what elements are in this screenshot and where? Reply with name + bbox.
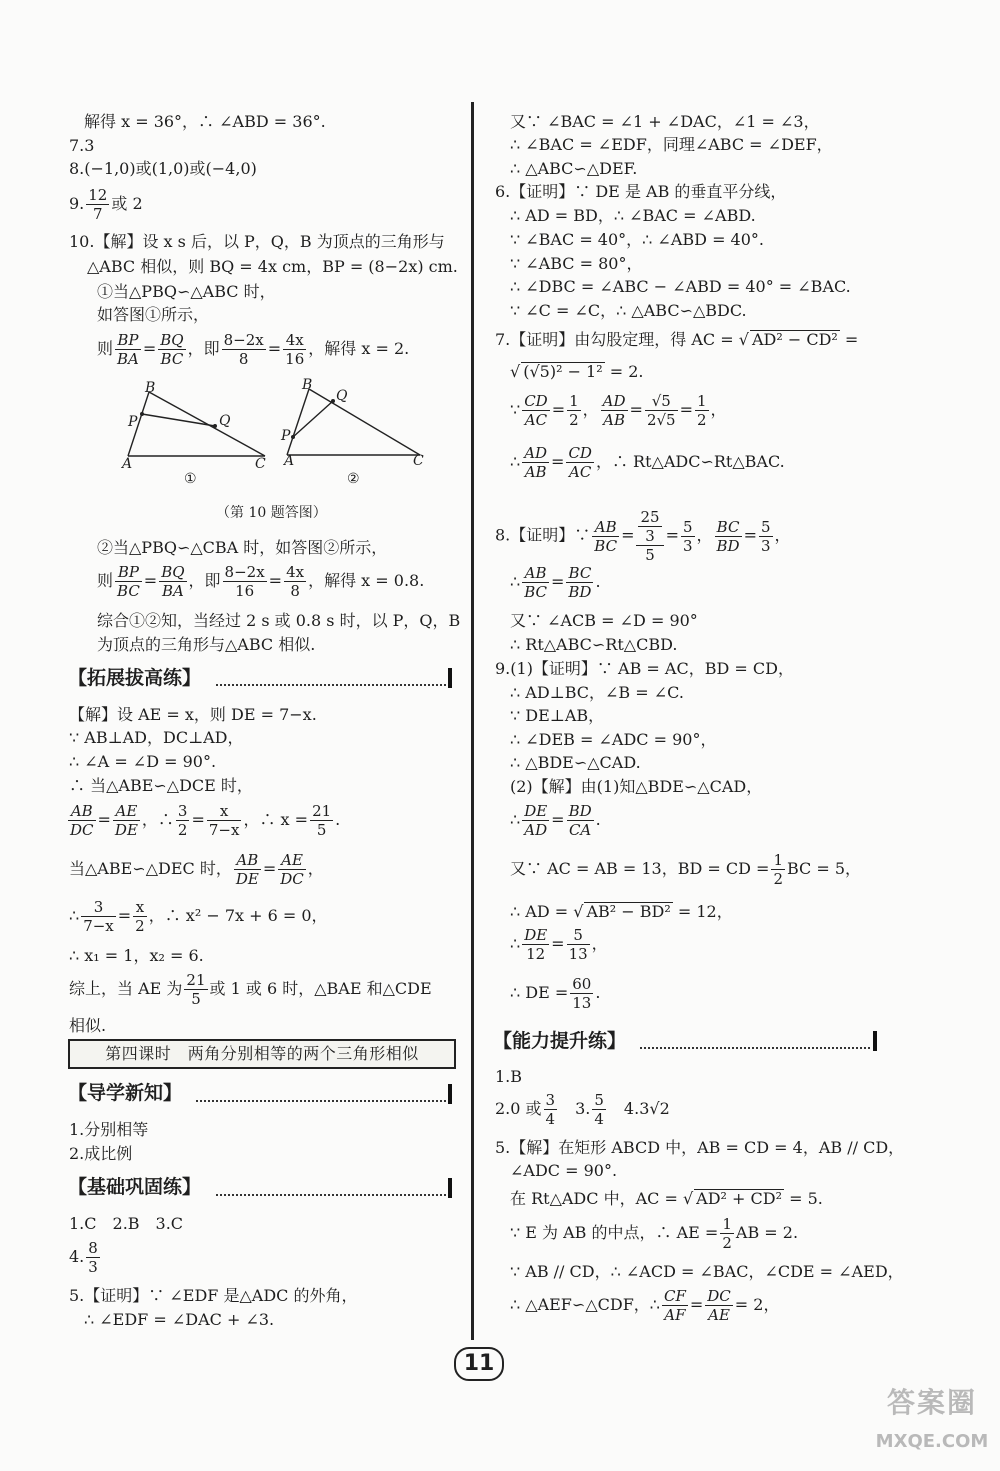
solution-9-2-line-3: 又∵ AC = AB = 13，BD = CD = $\frac{1}{2}$ BC = 5，: [510, 851, 862, 888]
problem-10-conclusion-1: 综合①②知，当经过 2 s 或 0.8 s 时，以 P，Q，B: [97, 611, 461, 630]
fig2-label-q: Q: [336, 388, 348, 404]
text-line: 解得 x = 36°，∴ ∠ABD = 36°.: [84, 112, 326, 131]
proof-7-line-3: ∵ $\frac{CD}{AC}$ = $\frac{1}{2}$ ， $\frac{AD}{AB}$ = $\frac{√5}{2√5}$ = $\frac{1}{2}$ ，: [510, 392, 727, 429]
section-heading-guide: 【导学新知】: [68, 1082, 183, 1104]
problem-10-equation-2: 则 $\frac{BP}{BC}$ = $\frac{BQ}{BA}$ ，即 $\frac{8-2x}{16}$ = $\frac{4x}{8}$ ，解得 x = 0.8.: [97, 563, 425, 600]
solution-9-2-line-5: ∴ $\frac{DE}{12}$ = $\frac{5}{13}$ ，: [510, 926, 608, 963]
ability-answers-2-4: 2.0 或 $\frac{3}{4}$ 3. $\frac{5}{4}$ 4.3√2: [495, 1091, 670, 1128]
proof-6-line-1: 6.【证明】∵ DE 是 AB 的垂直平分线，: [495, 182, 787, 201]
fig1-label-q: Q: [219, 413, 231, 429]
answer-9: 9. $\frac{12}{7}$ 或 2: [69, 186, 143, 223]
problem-10-equation-1: 则 $\frac{BP}{BA}$ = $\frac{BQ}{BC}$ ，即 $\frac{8-2x}{8}$ = $\frac{4x}{16}$ ，解得 x = 2.: [97, 331, 410, 368]
proof-9-line-2: ∴ AD⊥BC，∠B = ∠C.: [510, 683, 684, 702]
extend-line-10: 相似.: [69, 1016, 107, 1035]
watermark-logo: [868, 1378, 996, 1468]
text-line: ∴ ∠BAC = ∠EDF，同理∠ABC = ∠DEF，: [510, 135, 833, 154]
fig1-label-c: C: [255, 456, 266, 472]
problem-10-conclusion-2: 为顶点的三角形与△ABC 相似.: [97, 635, 316, 654]
fig1-number: ①: [184, 471, 197, 487]
ability-solution-5-line-3: 在 Rt△ADC 中，AC = √ AD² + CD² = 5.: [510, 1189, 823, 1208]
proof-8-line-3: 又∵ ∠ACB = ∠D = 90°: [510, 611, 698, 630]
proof-7-line-2: √ (√5)² − 1² = 2.: [510, 362, 644, 381]
proof-6-line-5: ∴ ∠DBC = ∠ABC − ∠ABD = 40° = ∠BAC.: [510, 277, 851, 296]
extend-line-5: $\frac{AB}{DC}$ = $\frac{AE}{DE}$ ，∴ $\frac{3}{2}$ = $\frac{x}{7-x}$ ，∴ x = $\frac{21}{5}$ .: [70, 802, 341, 839]
solution-9-2-line-6: ∴ DE = $\frac{60}{13}$ .: [510, 975, 601, 1012]
extend-line-8: ∴ x₁ = 1，x₂ = 6.: [69, 946, 204, 965]
proof-7-line-4: ∴ $\frac{AD}{AB}$ = $\frac{CD}{AC}$ ，∴ Rt△ADC∽Rt△BAC.: [510, 444, 785, 481]
figure-2: [275, 375, 435, 475]
extend-line-7: ∴ $\frac{3}{7-x}$ = $\frac{x}{2}$ ，∴ x² − 7x + 6 = 0，: [69, 898, 328, 935]
basic-answer-4: 4. $\frac{8}{3}$: [69, 1239, 98, 1276]
answer-8: 8.(−1,0)或(1,0)或(−4,0): [69, 159, 257, 178]
answer-7: 7.3: [69, 136, 95, 155]
ability-answer-1: 1.B: [495, 1067, 523, 1086]
proof-6-line-6: ∵ ∠C = ∠C，∴ △ABC∽△BDC.: [510, 301, 747, 320]
extend-line-4: ∴ 当△ABE∽△DCE 时，: [69, 776, 253, 795]
guide-answer-1: 1.分别相等: [69, 1120, 149, 1139]
extend-line-9: 综上，当 AE 为 $\frac{21}{5}$ 或 1 或 6 时，△BAE 和△CDE: [69, 971, 432, 1008]
proof-6-line-2: ∴ AD = BD，∴ ∠BAC = ∠ABD.: [510, 206, 756, 225]
fig2-label-p: P: [281, 428, 291, 444]
lesson-title: 第四课时 两角分别相等的两个三角形相似: [68, 1039, 456, 1069]
ability-solution-5-line-4: ∵ E 为 AB 的中点，∴ AE = $\frac{1}{2}$ AB = 2.: [510, 1215, 799, 1252]
heading-dots: [196, 1100, 446, 1102]
basic-answer-5-line-1: 5.【证明】∵ ∠EDF 是△ADC 的外角，: [69, 1286, 358, 1305]
text-line: ∴ △ABC∽△DEF.: [510, 159, 638, 178]
problem-10-case-1: ①当△PBQ∽△ABC 时，: [97, 282, 276, 301]
extend-line-2: ∵ AB⊥AD，DC⊥AD，: [69, 728, 244, 747]
problem-10-line-1: 10.【解】设 x s 后，以 P，Q，B 为顶点的三角形与: [69, 232, 445, 251]
section-heading-extend: 【拓展拔高练】: [68, 667, 202, 689]
proof-7-line-1: 7.【证明】由勾股定理，得 AC = √ AD² − CD² =: [495, 330, 859, 349]
text-line: 又∵ ∠BAC = ∠1 + ∠DAC，∠1 = ∠3，: [510, 112, 820, 131]
fig2-number: ②: [347, 471, 360, 487]
watermark-top: 答案圈: [886, 1386, 977, 1419]
fig1-label-p: P: [128, 414, 138, 430]
heading-end-bar: [448, 1084, 452, 1104]
heading-dots: [216, 1194, 446, 1196]
heading-end-bar: [448, 668, 452, 688]
fig2-label-a: A: [284, 453, 295, 469]
ability-solution-5-line-5: ∵ AB // CD，∴ ∠ACD = ∠BAC，∠CDE = ∠AED，: [510, 1262, 904, 1281]
basic-answers-1-3: 1.C 2.B 3.C: [69, 1214, 184, 1233]
figure-caption: （第 10 题答图）: [216, 505, 327, 521]
page-number: 11: [454, 1347, 504, 1381]
fraction: $\frac{12}{7}$: [88, 186, 108, 223]
section-heading-ability: 【能力提升练】: [493, 1030, 627, 1052]
column-divider: [471, 102, 474, 1340]
proof-8-line-1: 8.【证明】∵ $\frac{AB}{BC}$ = $\frac{\frac{25}{3}}{5}$ = $\frac{5}{3}$ ， $\frac{BC}{BD}$ = $\frac{5}{3}$ ，: [495, 508, 791, 564]
proof-6-line-4: ∵ ∠ABC = 80°，: [510, 254, 643, 273]
heading-dots: [216, 684, 446, 686]
proof-9-line-5: ∴ △BDE∽△CAD.: [510, 753, 641, 772]
ability-solution-5-line-6: ∴ △AEF∽△CDF，∴ $\frac{CF}{AF}$ = $\frac{DC}{AE}$ = 2，: [510, 1287, 780, 1324]
ability-solution-5-line-1: 5.【解】在矩形 ABCD 中，AB = CD = 4，AB // CD，: [495, 1138, 905, 1157]
ability-solution-5-line-2: ∠ADC = 90°.: [510, 1161, 618, 1180]
proof-8-line-4: ∴ Rt△ABC∽Rt△CBD.: [510, 635, 678, 654]
heading-dots: [640, 1047, 870, 1049]
proof-9-line-1: 9.(1)【证明】∵ AB = AC，BD = CD，: [495, 659, 794, 678]
fig1-label-b: B: [145, 380, 156, 396]
basic-answer-5-line-2: ∴ ∠EDF = ∠DAC + ∠3.: [84, 1310, 275, 1329]
fig1-label-a: A: [122, 456, 133, 472]
solution-9-2-line-4: ∴ AD = √ AB² − BD² = 12，: [510, 902, 733, 921]
fig2-label-b: B: [302, 377, 313, 393]
watermark-bottom: MXQE.COM: [875, 1431, 989, 1452]
guide-answer-2: 2.成比例: [69, 1144, 133, 1163]
solution-9-2-line-1: (2)【解】由(1)知△BDE∽△CAD，: [510, 777, 763, 796]
extend-line-3: ∴ ∠A = ∠D = 90°.: [69, 752, 217, 771]
proof-8-line-2: ∴ $\frac{AB}{BC}$ = $\frac{BC}{BD}$ .: [510, 564, 601, 601]
proof-9-line-3: ∵ DE⊥AB，: [510, 706, 605, 725]
extend-line-1: 【解】设 AE = x，则 DE = 7−x.: [69, 705, 317, 724]
fig2-label-c: C: [413, 453, 424, 469]
proof-9-line-4: ∴ ∠DEB = ∠ADC = 90°，: [510, 730, 717, 749]
proof-6-line-3: ∵ ∠BAC = 40°，∴ ∠ABD = 40°.: [510, 230, 765, 249]
section-heading-basic: 【基础巩固练】: [68, 1176, 202, 1198]
heading-end-bar: [448, 1178, 452, 1198]
solution-9-2-line-2: ∴ $\frac{DE}{AD}$ = $\frac{BD}{CA}$ .: [510, 802, 601, 839]
extend-line-6: 当△ABE∽△DEC 时， $\frac{AB}{DE}$ = $\frac{AE}{DC}$ ，: [69, 851, 324, 888]
heading-end-bar: [873, 1031, 877, 1051]
problem-10-fig-ref-1: 如答图①所示，: [97, 305, 210, 324]
problem-10-line-2: △ABC 相似，则 BQ = 4x cm，BP = (8−2x) cm.: [87, 257, 458, 276]
problem-10-case-2: ②当△PBQ∽△CBA 时，如答图②所示，: [97, 538, 388, 557]
